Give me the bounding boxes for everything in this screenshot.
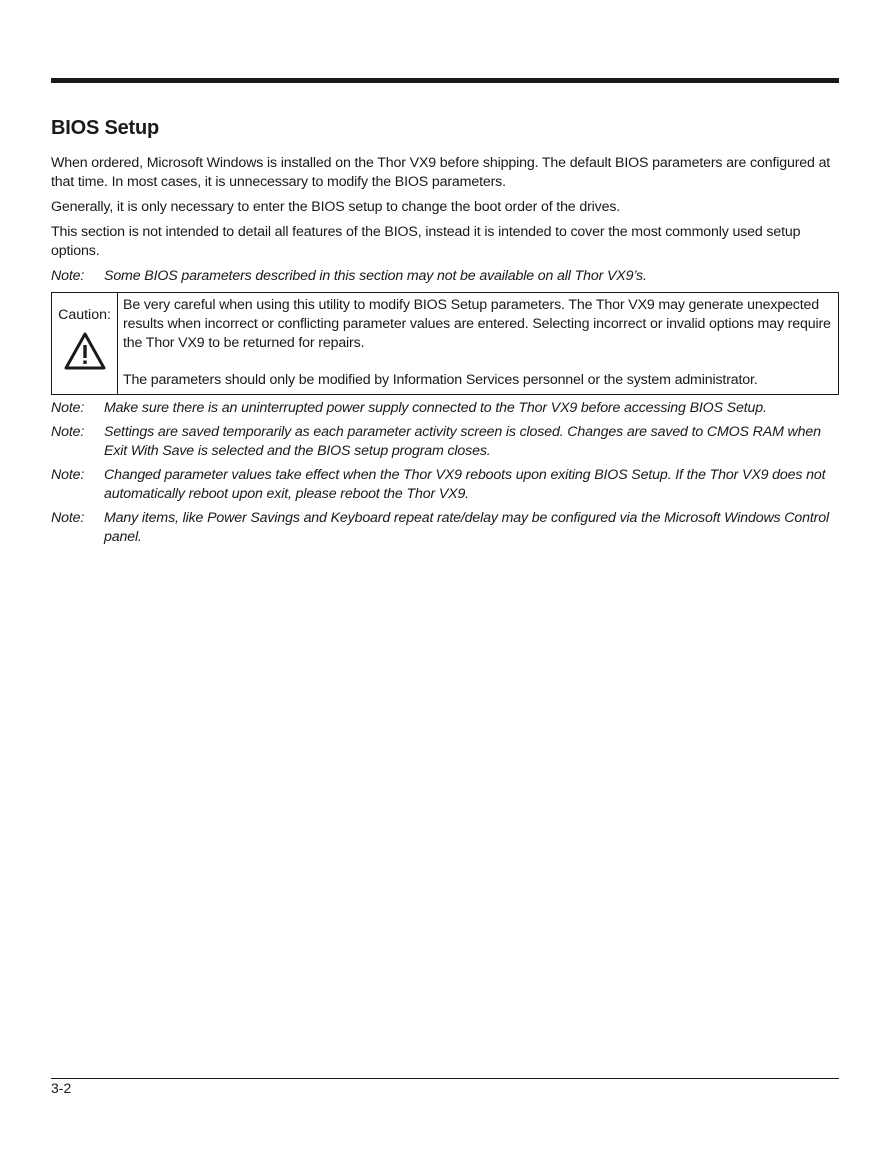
section-heading: BIOS Setup <box>51 117 160 139</box>
caution-text: The parameters should only be modified by Information Services personnel or the system administrator. <box>123 372 758 388</box>
paragraph: Generally, it is only necessary to enter the BIOS setup to change the boot order of the drives. <box>51 199 621 215</box>
note-text: Changed parameter values take effect when the Thor VX9 reboots upon exiting BIOS Setup. If the Thor VX9 does not automatically reboot upon exit, please reboot the Thor VX9. <box>104 467 826 502</box>
caution-text-cell <box>118 293 838 394</box>
caution-text: Be very careful when using this utility to modify BIOS Setup parameters. The Thor VX9 may generate unexpected results when incorrect or conflicting parameter values are entered. Selecting incorrect or invalid options may require the Thor VX9 to be returned for repairs. <box>123 297 831 351</box>
note-label: Note: <box>51 510 85 526</box>
note-text: Some BIOS parameters described in this section may not be available on all Thor VX9’s. <box>104 268 647 284</box>
note-text: Many items, like Power Savings and Keyboard repeat rate/delay may be configured via the Microsoft Windows Control panel. <box>104 510 829 545</box>
caution-box <box>51 292 839 395</box>
note-label: Note: <box>51 467 85 483</box>
note-label: Note: <box>51 268 85 284</box>
page-content <box>51 117 839 552</box>
note <box>51 399 839 418</box>
caution-label-cell <box>52 293 118 394</box>
warning-triangle-icon <box>63 331 107 371</box>
note-text: Settings are saved temporarily as each parameter activity screen is closed. Changes are saved to CMOS RAM when Exit With Save is selected and the BIOS setup program closes. <box>104 424 821 459</box>
page-number: 3-2 <box>51 1080 72 1096</box>
note <box>51 466 839 504</box>
footer-rule <box>51 1078 839 1079</box>
note <box>51 423 839 461</box>
caution-label: Caution: <box>58 307 111 323</box>
paragraph: This section is not intended to detail all features of the BIOS, instead it is intended to cover the most commonly used setup options. <box>51 224 801 259</box>
paragraph: When ordered, Microsoft Windows is installed on the Thor VX9 before shipping. The default BIOS parameters are configured at that time. In most cases, it is unnecessary to modify the BIOS parameters. <box>51 155 831 190</box>
note-label: Note: <box>51 400 85 416</box>
note <box>51 267 839 286</box>
note-text: Make sure there is an uninterrupted power supply connected to the Thor VX9 before accessing BIOS Setup. <box>104 400 767 416</box>
note <box>51 509 839 547</box>
note-label: Note: <box>51 424 85 440</box>
header-rule <box>51 78 839 83</box>
